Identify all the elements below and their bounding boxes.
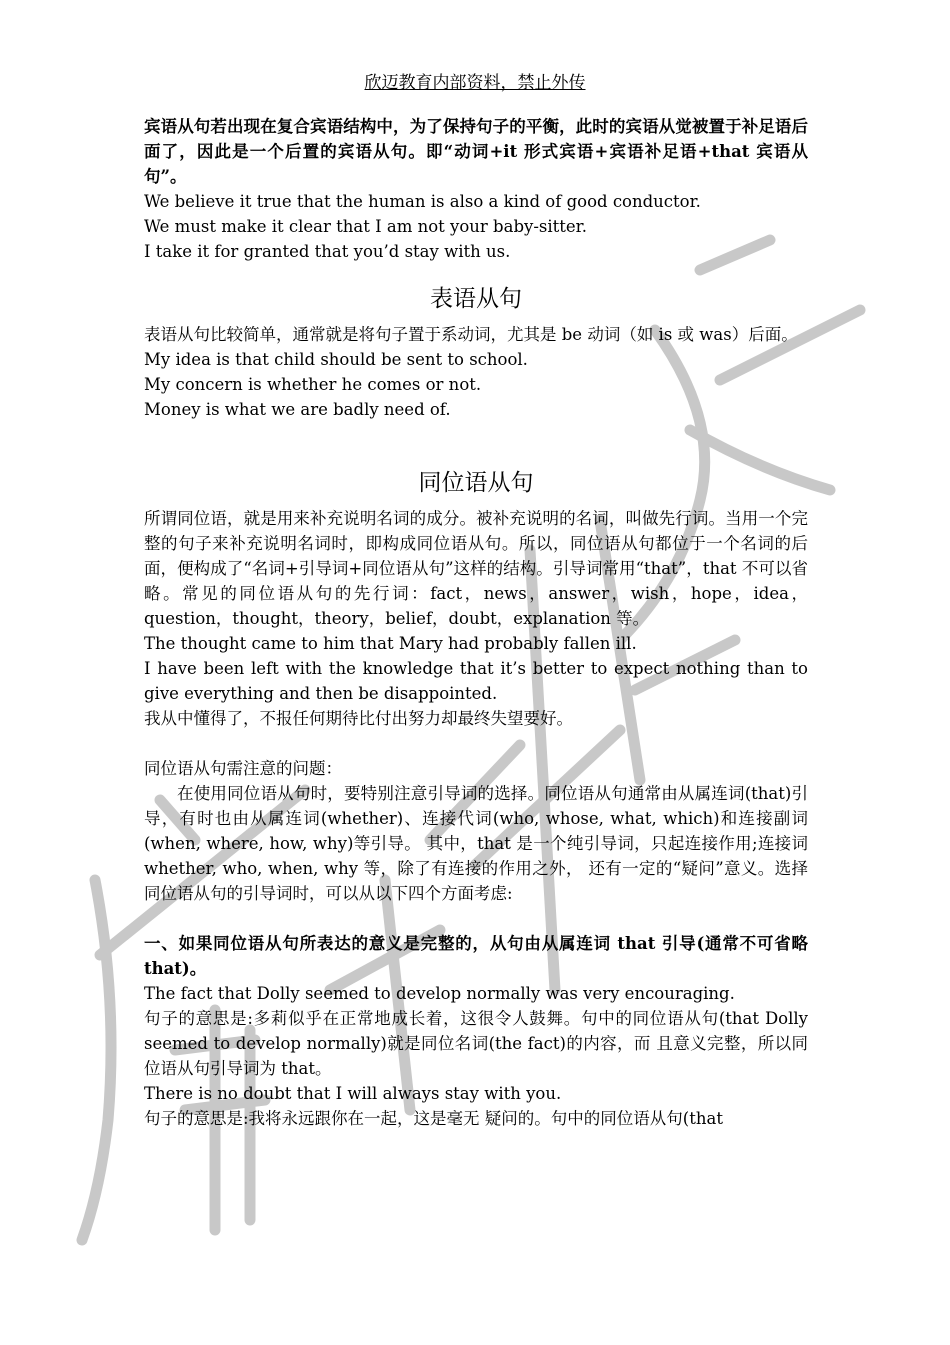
object-example-3: I take it for granted that you’d stay with us.: [144, 242, 511, 261]
predicative-example-1: My idea is that child should be sent to school.: [144, 350, 528, 369]
rule-1-heading: 一、如果同位语从句所表达的意义是完整的，从句由从属连词 that 引导(通常不可省略 that)。: [144, 934, 808, 978]
rule-1-example-1-explanation: 句子的意思是:多莉似乎在正常地成长着，这很令人鼓舞。句中的同位语从句(that Dolly seemed to develop normally)就是同位名词(the fact)的内容，而 且意义完整，所以同位语从句引导词为 that。: [144, 1009, 808, 1078]
header-text: 欣迈教育内部资料，禁止外传: [364, 73, 586, 93]
appositive-clause-title: 同位语从句: [418, 470, 534, 496]
appositive-example-1: The thought came to him that Mary had probably fallen ill.: [144, 634, 637, 653]
document-body: [144, 114, 808, 1131]
appositive-intro: 所谓同位语，就是用来补充说明名词的成分。被补充说明的名词，叫做先行词。当用一个完整的句子来补充说明名词时，即构成同位语从句。所以，同位语从句都位于一个名词的后面，便构成了“名词+引导词+同位语从句”这样的结构。引导词常用“that”，that 不可以省略。常见的同位语从句的先行词：fact，news，answer，wish，hope，idea，question，thought，theory，belief，doubt，explanation 等。: [144, 509, 808, 628]
object-example-2: We must make it clear that I am not your baby-sitter.: [144, 217, 587, 236]
predicative-clause-title: 表语从句: [430, 286, 522, 312]
notes-body: 在使用同位语从句时，要特别注意引导词的选择。同位语从句通常由从属连词(that)引导，有时也由从属连词(whether)、连接代词(who, whose, what, which)和连接副词(when, where, how, why)等引导。 其中，that 是一个纯引导词，只起连接作用;连接词 whether, who, when, why 等，除了有连接的作用之外， 还有一定的“疑问”意义。选择同位语从句的引导词时，可以从以下四个方面考虑:: [144, 784, 808, 903]
appositive-example-2: I have been left with the knowledge that it’s better to expect nothing than to give everything and then be disappointed.: [144, 659, 808, 703]
rule-1-example-2-explanation: 句子的意思是:我将永远跟你在一起，这是毫无 疑问的。句中的同位语从句(that: [144, 1109, 723, 1128]
predicative-intro: 表语从句比较简单，通常就是将句子置于系动词，尤其是 be 动词（如 is 或 was）后面。: [144, 325, 798, 344]
notes-heading: 同位语从句需注意的问题：: [144, 759, 342, 778]
rule-1-example-1: The fact that Dolly seemed to develop normally was very encouraging.: [144, 984, 735, 1003]
document-header: [0, 68, 950, 93]
predicative-example-2: My concern is whether he comes or not.: [144, 375, 482, 394]
appositive-example-2-translation: 我从中懂得了，不报任何期待比付出努力却最终失望要好。: [144, 709, 573, 728]
object-clause-note: 宾语从句若出现在复合宾语结构中，为了保持句子的平衡，此时的宾语从觉被置于补足语后面了，因此是一个后置的宾语从句。即“动词+it 形式宾语+宾语补足语+that 宾语从句”。: [144, 117, 808, 186]
object-example-1: We believe it true that the human is also a kind of good conductor.: [144, 192, 701, 211]
predicative-example-3: Money is what we are badly need of.: [144, 400, 451, 419]
rule-1-example-2: There is no doubt that I will always stay with you.: [144, 1084, 562, 1103]
